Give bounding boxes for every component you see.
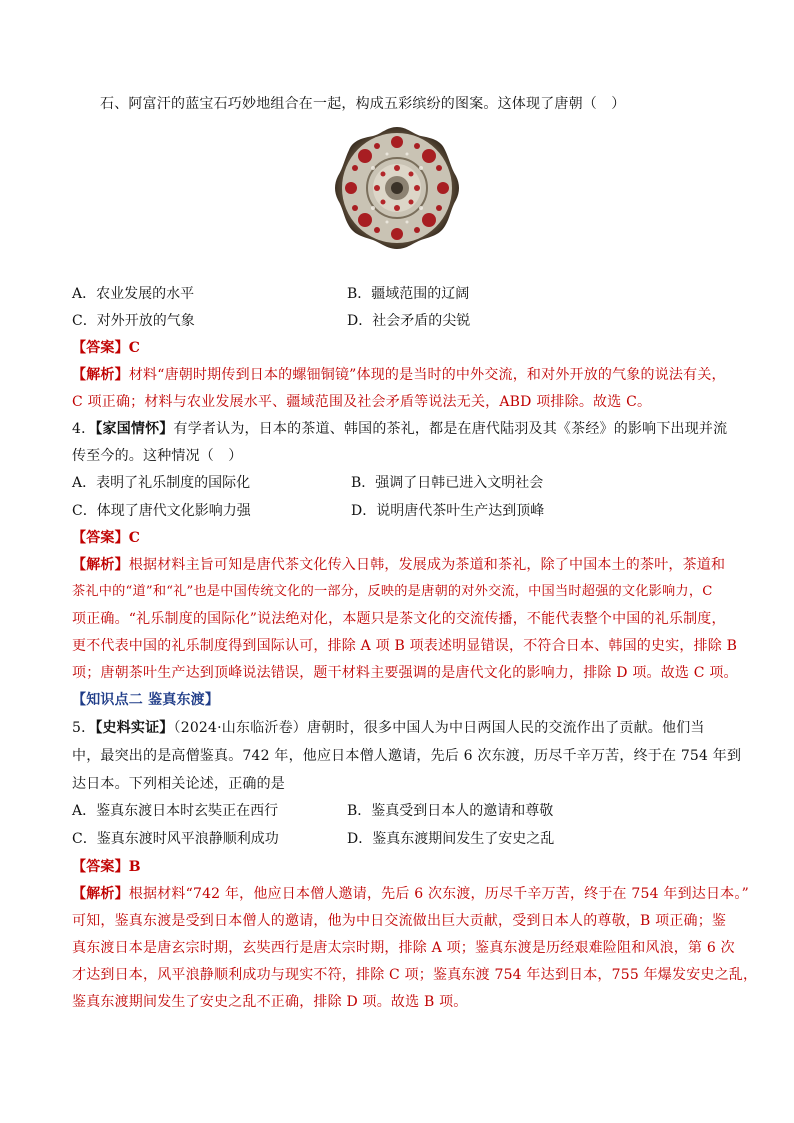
q5-option-d: D．鉴真东渡期间发生了安史之乱 [347, 831, 555, 847]
q4-analysis-line-2: 茶礼中的“道”和“礼”也是中国传统文化的一部分，反映的是唐朝的对外交流，中国当时超强的文化影响力，C [72, 584, 713, 599]
q5-analysis-line-1 [72, 884, 749, 904]
q3-option-c: C．对外开放的气象 [72, 313, 195, 329]
q4-stem-text: 有学者认为，日本的茶道、韩国的茶礼，都是在唐代陆羽及其《茶经》的影响下出现并流 [173, 421, 728, 437]
q5-number: 5． [72, 720, 96, 736]
q3-analysis-text: 材料“唐朝时期传到日本的螺钿铜镜”体现的是当时的中外交流，和对外开放的气象的说法有关， [128, 367, 726, 383]
q5-analysis-line-3: 真东渡日本是唐玄宗时期，玄奘西行是唐太宗时期，排除 A 项；鉴真东渡是历经艰难险阻和风浪，第 6 次 [72, 940, 735, 956]
q4-analysis-text: 根据材料主旨可知是唐代茶文化传入日韩，发展成为茶道和茶礼，除了中国本土的茶叶，茶道和 [128, 557, 726, 573]
q3-stem-tail: 石、阿富汗的蓝宝石巧妙地组合在一起，构成五彩缤纷的图案。这体现了唐朝（ ） [100, 96, 626, 112]
q3-option-a: A．农业发展的水平 [72, 286, 195, 302]
q4-analysis-line-3: 项正确。“礼乐制度的国际化”说法绝对化，本题只是茶文化的交流传播，不能代表整个中国的礼乐制度， [72, 611, 726, 627]
section-heading: 【知识点二 鉴真东渡】 [72, 692, 220, 708]
q5-tag: 【史料实证】 [95, 720, 174, 736]
q5-option-b: B．鉴真受到日本人的邀请和尊敬 [347, 803, 554, 819]
q5-option-a: A．鉴真东渡日本时玄奘正在西行 [72, 803, 279, 819]
q5-analysis-text: 根据材料“742 年，他应日本僧人邀请，先后 6 次东渡，历尽千辛万苦，终于在 754 年到达日本。” [128, 886, 749, 902]
q4-stem-line-2: 传至今的。这种情况（ ） [72, 448, 243, 464]
q4-stem-line-1 [72, 419, 727, 439]
q5-analysis-line-5: 鉴真东渡期间发生了安史之乱不正确，排除 D 项。故选 B 项。 [72, 994, 468, 1010]
q5-analysis-label: 【解析】 [72, 886, 129, 902]
q3-analysis-line-2: C 项正确；材料与农业发展水平、疆域范围及社会矛盾等说法无关，ABD 项排除。故选 C。 [72, 394, 652, 410]
q3-option-b: B．疆域范围的辽阔 [347, 286, 470, 302]
q5-analysis-line-2: 可知，鉴真东渡是受到日本僧人的邀请，他为中日交流做出巨大贡献，受到日本人的尊敬，B 项正确；鉴 [72, 913, 727, 929]
q4-number: 4． [72, 421, 96, 437]
q3-option-d: D．社会矛盾的尖锐 [347, 313, 471, 329]
q3-analysis-label: 【解析】 [72, 367, 129, 383]
q4-option-a: A．表明了礼乐制度的国际化 [72, 475, 251, 491]
q5-stem-line-2: 中，最突出的是高僧鉴真。742 年，他应日本僧人邀请，先后 6 次东渡，历尽千辛万苦，终于在 754 年到 [72, 748, 742, 764]
q4-option-d: D．说明唐代茶叶生产达到顶峰 [351, 503, 545, 519]
q4-analysis-label: 【解析】 [72, 557, 129, 573]
q5-source: （2024·山东临沂卷） [173, 720, 307, 736]
q5-analysis-line-4: 才达到日本，风平浪静顺利成功与现实不符，排除 C 项；鉴真东渡 754 年达到日本，755 年爆发安史之乱， [72, 967, 758, 983]
q4-tag: 【家国情怀】 [95, 421, 174, 437]
q4-analysis-line-4: 更不代表中国的礼乐制度得到国际认可，排除 A 项 B 项表述明显错误，不符合日本、韩国的史实，排除 B [72, 638, 738, 654]
q4-answer: 【答案】C [72, 530, 141, 546]
q5-option-c: C．鉴真东渡时风平浪静顺利成功 [72, 831, 279, 847]
q3-answer: 【答案】C [72, 340, 141, 356]
q4-option-c: C．体现了唐代文化影响力强 [72, 503, 251, 519]
q5-answer: 【答案】B [72, 859, 141, 875]
q5-stem-line-3: 达日本。下列相关论述，正确的是 [72, 776, 285, 792]
q4-analysis-line-5: 项；唐朝茶叶生产达到顶峰说法错误，题干材料主要强调的是唐代文化的影响力，排除 D 项。故选 C 项。 [72, 665, 738, 681]
bronze-mirror-image [333, 124, 461, 252]
q4-option-b: B．强调了日韩已进入文明社会 [351, 475, 544, 491]
q4-analysis-line-1 [72, 555, 725, 575]
q5-stem-line-1 [72, 718, 705, 738]
q5-stem-text: 唐朝时，很多中国人为中日两国人民的交流作出了贡献。他们当 [307, 720, 705, 736]
q3-analysis-line-1 [72, 365, 726, 385]
